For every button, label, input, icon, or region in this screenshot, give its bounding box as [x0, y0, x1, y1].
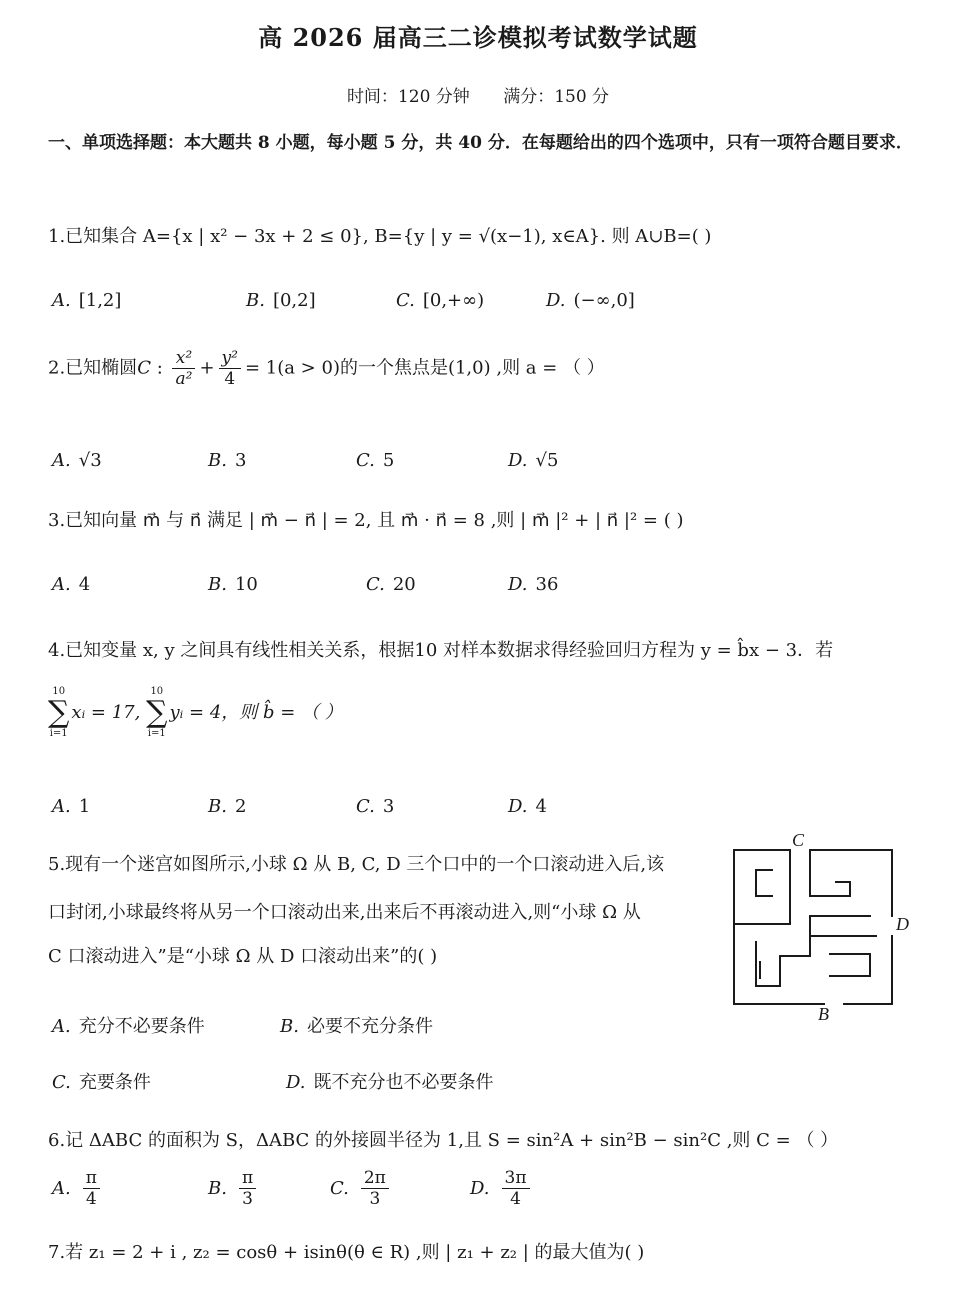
question-6-option-a: A. $\frac{\pi}{4}$ — [52, 1168, 104, 1209]
question-6-stem: 6.记 ΔABC 的面积为 S，ΔABC 的外接圆半径为 1,且 S = sin²A + sin²B − sin²C ,则 C = （ ） — [48, 1130, 839, 1151]
fraction: $\frac{\text{x²}}{\text{a²}}$ — [172, 348, 195, 389]
sum-symbol: 10 ∑ i=1 — [48, 686, 70, 739]
question-1-option-a: A. [1,2] — [52, 290, 122, 311]
score-info: 满分：150 分 — [503, 87, 610, 107]
maze-wall — [756, 870, 772, 896]
question-3-option-b: B. 10 — [208, 574, 258, 595]
maze-wall — [810, 850, 850, 896]
question-4-option-c: C. 3 — [356, 796, 395, 817]
maze-label-b: B — [818, 1004, 829, 1024]
question-5-option-b: B. 必要不充分条件 — [280, 1016, 433, 1037]
question-3-stem: 3.已知向量 m⃗ 与 n⃗ 满足 | m⃗ − n⃗ | = 2, 且 m⃗ · n⃗ = 8 ,则 | m⃗ |² + | n⃗ |² = ( ) — [48, 510, 684, 531]
question-5-option-a: A. 充分不必要条件 — [52, 1016, 205, 1037]
question-6-option-c: C. $\frac{2\pi}{3}$ — [330, 1168, 393, 1209]
question-1-option-b: B. [0,2] — [246, 290, 316, 311]
fraction: $\frac{\text{y²}}{4}$ — [219, 348, 241, 389]
question-6-option-b: B. $\frac{\pi}{3}$ — [208, 1168, 260, 1209]
question-3-option-c: C. 20 — [366, 574, 416, 595]
maze-label-c: C — [792, 830, 805, 850]
question-5-stem-line-1: 5.现有一个迷宫如图所示,小球 Ω 从 B, C, D 三个口中的一个口滚动进入后,该 — [48, 854, 665, 875]
maze-wall — [844, 936, 892, 1004]
question-1-option-d: D. (−∞,0] — [546, 290, 635, 311]
question-3-option-a: A. 4 — [52, 574, 91, 595]
question-2-stem: 2.已知椭圆C : $\frac{\text{x²}}{\text{a²}}$ + $\frac{\text{y²}}{4}$ = 1(a > 0)的一个焦点是(1,0) ,则 a = （ ） — [48, 348, 605, 389]
question-6-option-d: D. $\frac{3\pi}{4}$ — [470, 1168, 534, 1209]
page-title: 高 2026 届高三二诊模拟考试数学试题 — [258, 23, 698, 52]
question-5-option-d: D. 既不充分也不必要条件 — [286, 1072, 494, 1093]
question-5-option-c: C. 充要条件 — [52, 1072, 151, 1093]
question-4-option-b: B. 2 — [208, 796, 247, 817]
maze-label-d: D — [896, 914, 909, 934]
question-2-option-b: B. 3 — [208, 450, 247, 471]
time-info: 时间：120 分钟 — [346, 87, 470, 107]
sum-symbol: 10 ∑ i=1 — [146, 686, 168, 739]
question-4-option-a: A. 1 — [52, 796, 91, 817]
exam-meta — [0, 82, 956, 107]
maze-wall — [756, 936, 876, 986]
question-1-option-c: C. [0,+∞) — [396, 290, 485, 311]
maze-diagram — [720, 826, 920, 1026]
question-1-stem: 1.已知集合 A={x | x² − 3x + 2 ≤ 0}, B={y | y = √(x−1), x∈A}. 则 A∪B=( ) — [48, 226, 712, 247]
question-7-stem: 7.若 z₁ = 2 + i , z₂ = cosθ + isinθ(θ ∈ R) ,则 | z₁ + z₂ | 的最大值为( ) — [48, 1242, 645, 1263]
question-2-option-a: A. √3 — [52, 450, 102, 471]
question-5-stem-line-2: 口封闭,小球最终将从另一个口滚动出来,出来后不再滚动进入,则“小球 Ω 从 — [48, 902, 641, 923]
question-5-stem-line-3: C 口滚动进入”是“小球 Ω 从 D 口滚动出来”的( ) — [48, 946, 438, 967]
question-3-option-d: D. 36 — [508, 574, 559, 595]
question-4-stem: 4.已知变量 x, y 之间具有线性相关关系，根据10 对样本数据求得经验回归方程为 y = b̂x − 3．若 — [48, 640, 834, 661]
question-2-option-c: C. 5 — [356, 450, 395, 471]
question-4-sums: 10 ∑ i=1 xᵢ = 17, 10 ∑ i=1 yᵢ = 4，则 b̂ = （ ） — [48, 686, 343, 739]
maze-wall — [760, 916, 870, 978]
question-2-option-d: D. √5 — [508, 450, 559, 471]
section-heading: 一、单项选择题：本大题共 8 小题，每小题 5 分，共 40 分．在每题给出的四个选项中，只有一项符合题目要求． — [48, 133, 913, 153]
question-4-option-d: D. 4 — [508, 796, 547, 817]
